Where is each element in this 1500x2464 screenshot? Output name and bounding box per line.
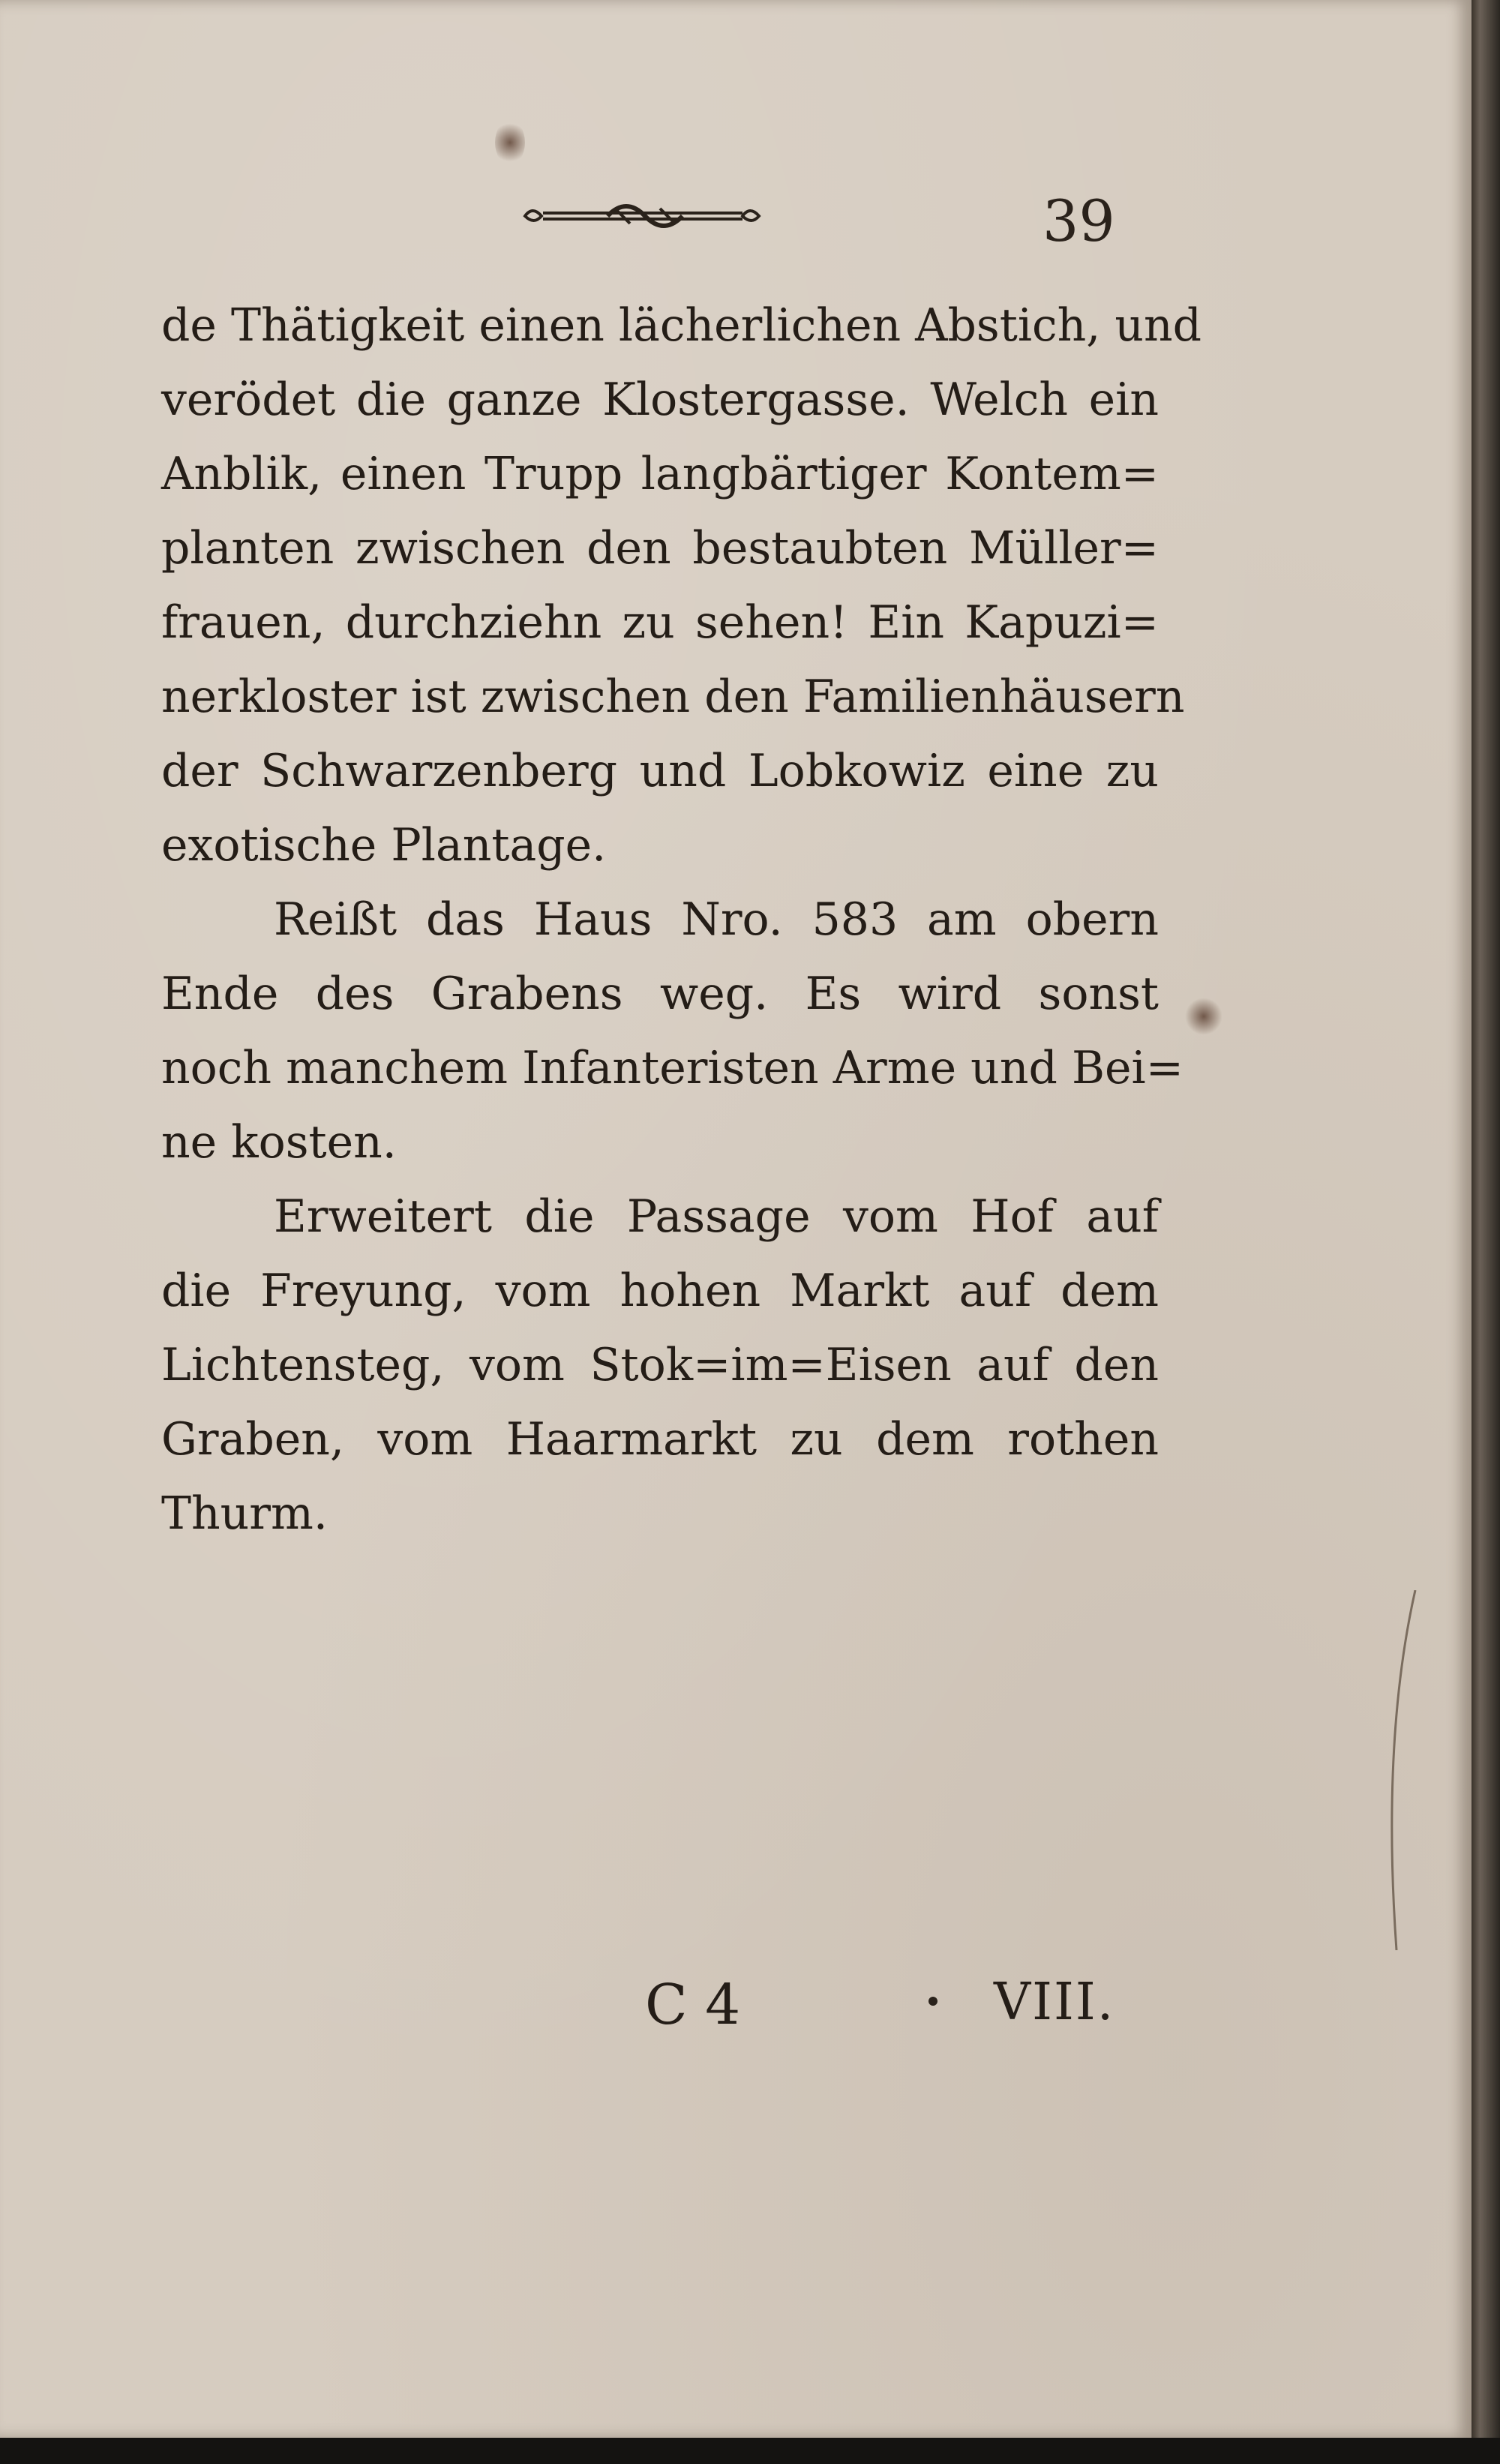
text-line: Erweitert die Passage vom Hof auf bbox=[274, 1190, 1159, 1243]
text-line: nerkloster ist zwischen den Familienhäusern bbox=[161, 671, 1185, 723]
text-line: Anblik, einen Trupp langbärtiger Kontem= bbox=[161, 448, 1159, 500]
body-text bbox=[161, 289, 1202, 1551]
text-line: Ende des Grabens weg. Es wird sonst bbox=[161, 968, 1159, 1020]
paragraph-3 bbox=[161, 1180, 1159, 1551]
text-line: Thurm. bbox=[161, 1487, 328, 1540]
paragraph-1 bbox=[161, 289, 1202, 883]
text-line: ne kosten. bbox=[161, 1116, 397, 1169]
text-line: exotische Plantage. bbox=[161, 819, 607, 872]
page-number: 39 bbox=[1042, 188, 1115, 254]
text-line: Graben, vom Haarmarkt zu dem rothen bbox=[161, 1413, 1159, 1466]
paragraph-2 bbox=[161, 883, 1184, 1180]
ink-stain bbox=[495, 120, 525, 165]
text-line: der Schwarzenberg und Lobkowiz eine zu bbox=[161, 745, 1159, 797]
text-line: de Thätigkeit einen lächerlichen Abstich, und bbox=[161, 299, 1202, 352]
text-line: noch manchem Infanteristen Arme und Bei= bbox=[161, 1042, 1184, 1094]
page-curl-mark bbox=[1374, 1590, 1419, 1950]
text-line: Reißt das Haus Nro. 583 am obern bbox=[274, 893, 1159, 946]
book-spine-edge bbox=[1472, 0, 1500, 2464]
text-line: die Freyung, vom hohen Markt auf dem bbox=[161, 1265, 1159, 1317]
text-line: Lichtensteg, vom Stok=im=Eisen auf den bbox=[161, 1339, 1159, 1391]
scan-border bbox=[0, 2438, 1500, 2464]
ink-stain bbox=[1185, 998, 1222, 1035]
text-line: planten zwischen den bestaubten Müller= bbox=[161, 522, 1159, 575]
catchword: VIII. bbox=[994, 1973, 1115, 2032]
text-line: frauen, durchziehn zu sehen! Ein Kapuzi= bbox=[161, 596, 1159, 649]
page-footer bbox=[0, 1965, 1472, 2055]
dot-mark bbox=[928, 1997, 938, 2006]
ornament-icon bbox=[518, 194, 765, 239]
signature-mark: C 4 bbox=[645, 1973, 741, 2037]
page-header bbox=[0, 179, 1472, 261]
text-line: verödet die ganze Klostergasse. Welch ein bbox=[161, 374, 1159, 426]
